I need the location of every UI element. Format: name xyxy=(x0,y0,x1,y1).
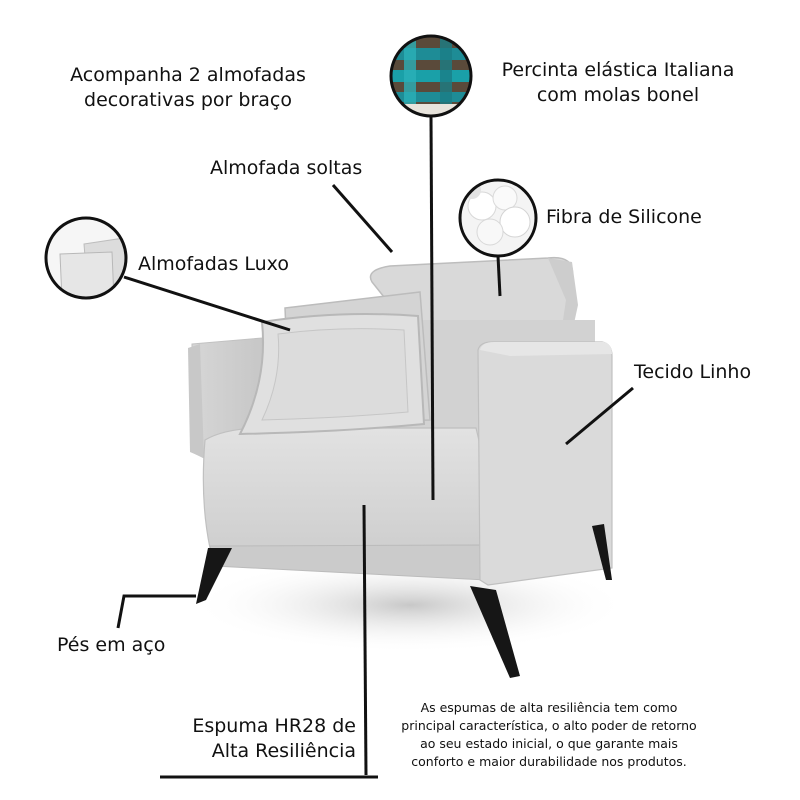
seat-cushion xyxy=(203,428,486,549)
line-almofada-soltas xyxy=(333,185,392,252)
label-percinta xyxy=(478,58,758,108)
label-fibra-silicone: Fibra de Silicone xyxy=(546,206,702,228)
label-tecido-linho: Tecido Linho xyxy=(634,361,752,383)
label-acompanha-line2: decorativas por braço xyxy=(84,89,292,111)
label-almofada-soltas: Almofada soltas xyxy=(210,157,363,179)
label-acompanha xyxy=(38,63,338,113)
right-arm-top xyxy=(480,342,612,356)
label-espuma-line1: Espuma HR28 de xyxy=(192,715,356,737)
foam-note-line4: conforto e maior durabilidade nos produtos. xyxy=(411,754,687,769)
fiber-detail-inset xyxy=(458,178,538,258)
pillow-front-inner xyxy=(262,329,408,420)
label-percinta-line1: Percinta elástica Italiana xyxy=(501,59,735,81)
line-luxo xyxy=(124,277,290,330)
foam-note xyxy=(372,699,726,771)
foam-note-line3: ao seu estado inicial, o que garante mais xyxy=(420,736,678,751)
foam-note-line1: As espumas de alta resiliência tem como xyxy=(420,700,678,715)
label-espuma xyxy=(160,714,356,764)
webbing-detail-inset xyxy=(390,36,472,120)
label-percinta-line2: com molas bonel xyxy=(536,84,700,106)
label-acompanha-line1: Acompanha 2 almofadas xyxy=(70,64,306,86)
label-espuma-line2: Alta Resiliência xyxy=(211,740,356,762)
foam-note-line2: principal característica, o alto poder de retorno xyxy=(401,718,697,733)
luxury-pillows-inset xyxy=(46,218,126,300)
line-espuma xyxy=(364,505,366,775)
right-arm xyxy=(478,342,612,585)
label-pes-aco: Pés em aço xyxy=(57,634,166,656)
line-percinta xyxy=(431,116,433,500)
label-almofadas-luxo: Almofadas Luxo xyxy=(138,253,289,275)
line-fibra xyxy=(498,256,500,296)
line-pes xyxy=(118,596,196,628)
